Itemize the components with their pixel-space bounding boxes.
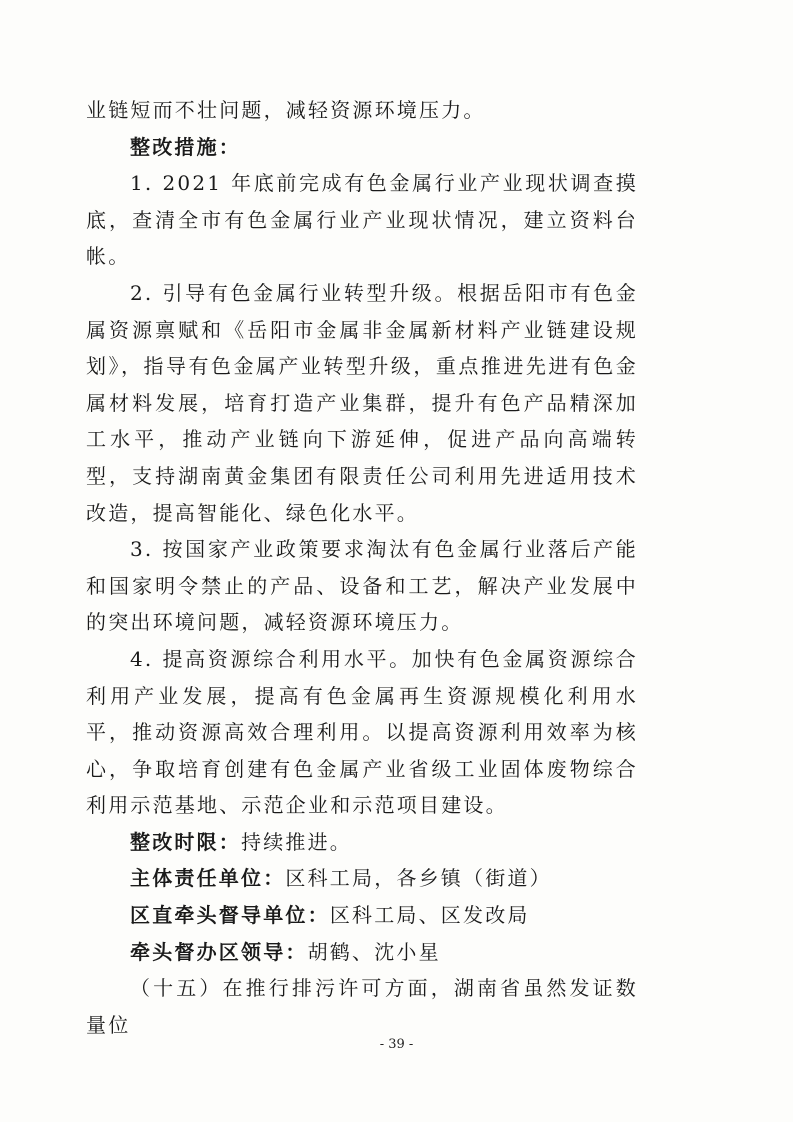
heading-measures: 整改措施： xyxy=(130,134,241,159)
field-leader-label: 牵头督办区领导： xyxy=(130,939,308,964)
field-responsible-value: 区科工局，各乡镇（街道） xyxy=(285,866,552,891)
field-supervisor-value: 区科工局、区发改局 xyxy=(329,903,530,928)
paragraph-measure-4: 4. 提高资源综合利用水平。加快有色金属资源综合利用产业发展，提高有色金属再生资源规模化利用水平，推动资源高效合理利用。以提高资源利用效率为核心，争取培育创建有色金属产业省级工业固体废物综合利用示范基地、示范企业和示范项目建设。 xyxy=(86,646,638,818)
field-responsible-unit xyxy=(86,860,638,897)
field-deadline-value: 持续推进。 xyxy=(241,829,352,854)
page-number: - 39 - xyxy=(379,1037,414,1052)
paragraph-measure-3: 3. 按国家产业政策要求淘汰有色金属行业落后产能和国家明令禁止的产品、设备和工艺，解决产业发展中的突出环境问题，减轻资源环境压力。 xyxy=(86,537,638,635)
field-deadline-label: 整改时限： xyxy=(130,829,241,854)
field-responsible-label: 主体责任单位： xyxy=(130,866,286,891)
field-supervising-unit xyxy=(86,897,638,934)
paragraph-continuation: 业链短而不壮问题，减轻资源环境压力。 xyxy=(86,98,486,122)
field-supervisor-label: 区直牵头督导单位： xyxy=(130,903,330,928)
document-body xyxy=(86,92,638,1043)
paragraph-measure-2: 2. 引导有色金属行业转型升级。根据岳阳市有色金属资源禀赋和《岳阳市金属非金属新材料产业链建设规划》，指导有色金属产业转型升级，重点推进先进有色金属材料发展，培育打造产业集群，提升有色产品精深加工水平，推动产业链向下游延伸，促进产品向高端转型，支持湖南黄金集团有限责任公司利用先进适用技术改造，提高智能化、绿色化水平。 xyxy=(86,280,638,525)
paragraph-measure-1: 1. 2021 年底前完成有色金属行业产业现状调查摸底，查清全市有色金属行业产业现状情况，建立资料台帐。 xyxy=(86,171,638,269)
paragraph-section-15: （十五）在推行排污许可方面，湖南省虽然发证数量位 xyxy=(86,976,638,1037)
field-leader-value: 胡鹤、沈小星 xyxy=(307,939,441,964)
field-leading-official xyxy=(86,934,638,971)
field-deadline xyxy=(86,824,638,861)
